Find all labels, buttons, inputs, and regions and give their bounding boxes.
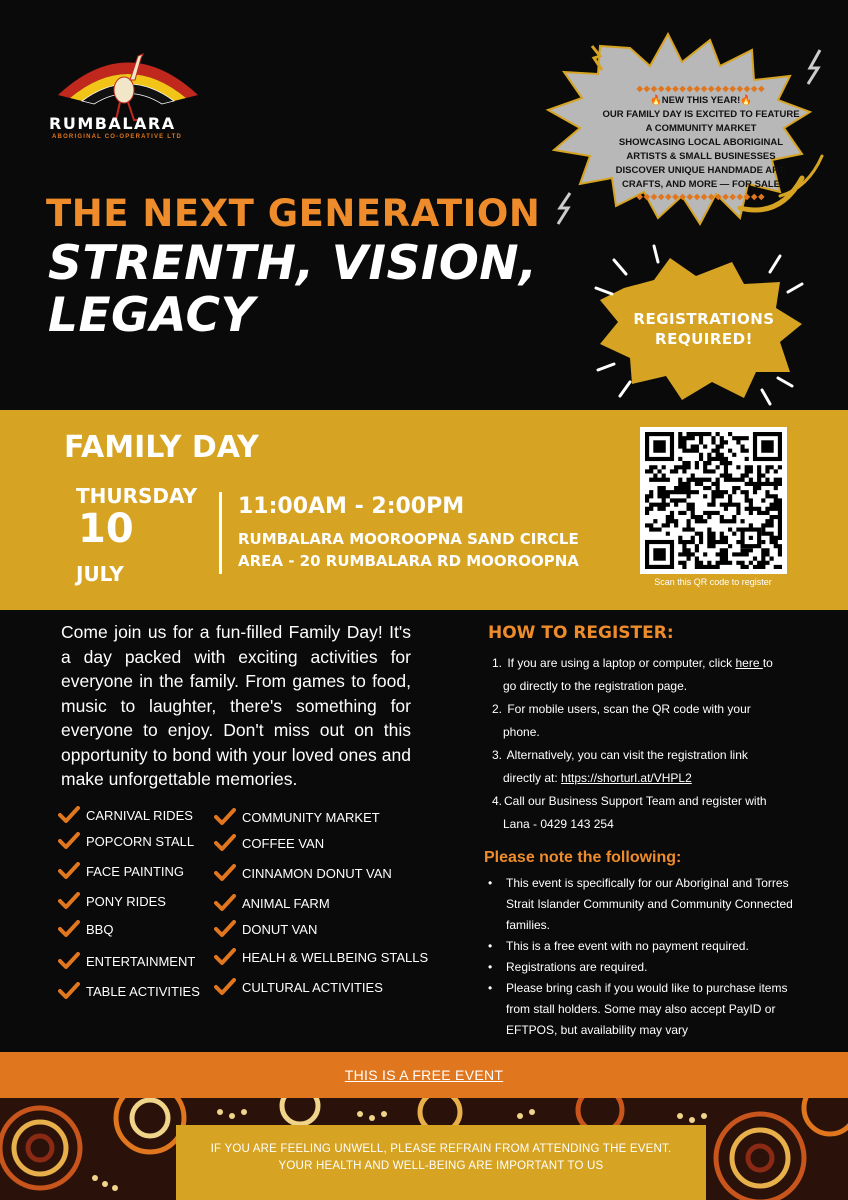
activity-label: CARNIVAL RIDES <box>86 807 193 823</box>
checkmark-icon <box>214 834 236 852</box>
registration-link-here[interactable]: here <box>735 656 763 670</box>
activity-label: PONY RIDES <box>86 893 166 909</box>
health-warning-line2: YOUR HEALTH AND WELL-BEING ARE IMPORTANT TO US <box>278 1160 604 1172</box>
checkmark-icon <box>214 894 236 912</box>
activity-label: DONUT VAN <box>242 921 318 937</box>
step-3: 3. Alternatively, you can visit the registration link directly at: https://shorturl.at/VHPL2 <box>492 748 748 785</box>
notes-heading: Please note the following: <box>484 849 682 866</box>
notes-list <box>488 873 793 1041</box>
activity-item <box>214 920 317 938</box>
event-day: 10 <box>78 506 134 552</box>
note-item: • Registrations are required. <box>488 960 648 974</box>
activity-label: POPCORN STALL <box>86 833 195 849</box>
health-warning <box>176 1125 706 1200</box>
activity-item <box>214 808 380 826</box>
event-title: FAMILY DAY <box>64 430 259 465</box>
activity-label: TABLE ACTIVITIES <box>86 983 200 999</box>
checkmark-icon <box>214 978 236 996</box>
qr-caption: Scan this QR code to register <box>654 577 772 587</box>
activity-label: CULTURAL ACTIVITIES <box>242 979 383 995</box>
activity-label: CINNAMON DONUT VAN <box>242 865 392 881</box>
activity-item <box>214 894 330 912</box>
checkmark-icon <box>58 982 80 1000</box>
activity-item <box>58 892 166 910</box>
activity-item <box>214 948 428 966</box>
qr-code-icon <box>645 432 782 569</box>
activity-item <box>58 982 200 1000</box>
page-title: THE NEXT GENERATION <box>46 192 541 235</box>
diamond-divider: ◆◆◆◆◆◆◆◆◆◆◆◆◆◆◆◆◆◆ <box>636 84 766 93</box>
activity-label: ANIMAL FARM <box>242 895 330 911</box>
event-weekday: THURSDAY <box>76 484 198 508</box>
checkmark-icon <box>58 952 80 970</box>
checkmark-icon <box>58 892 80 910</box>
free-event-text: THIS IS A FREE EVENT <box>344 1067 504 1083</box>
activity-item <box>58 806 193 824</box>
step-1: 1. If you are using a laptop or computer, click here to go directly to the registration page. <box>492 656 773 693</box>
checkmark-icon <box>214 808 236 826</box>
event-month: JULY <box>76 562 124 586</box>
event-location: RUMBALARA MOOROOPNA SAND CIRCLE AREA - 20 RUMBALARA RD MOOROOPNA <box>238 530 579 570</box>
activity-item <box>214 864 392 882</box>
registration-short-url[interactable]: https://shorturl.at/VHPL2 <box>561 771 692 785</box>
activity-label: BBQ <box>86 921 114 937</box>
activity-item <box>214 834 324 852</box>
header-section <box>0 0 848 410</box>
registration-qr-code[interactable] <box>640 427 787 574</box>
activity-item <box>58 920 113 938</box>
activity-item <box>58 862 184 880</box>
note-item: • This event is specifically for our Aboriginal and Torres Strait Islander Community and Community Connected families. <box>488 876 793 932</box>
activity-label: ENTERTAINMENT <box>86 953 196 969</box>
checkmark-icon <box>58 806 80 824</box>
note-item: • This is a free event with no payment required. <box>488 939 749 953</box>
how-to-register-heading: HOW TO REGISTER: <box>488 623 674 643</box>
checkmark-icon <box>214 920 236 938</box>
activity-item <box>58 952 195 970</box>
checkmark-icon <box>58 862 80 880</box>
new-market-text: ◆◆◆◆◆◆◆◆◆◆◆◆◆◆◆◆◆◆ 🔥NEW THIS YEAR!🔥 OUR FAMILY DAY IS EXCITED TO FEATURE A COMMUNITY MARKET SHOWCASING LOCAL ABORIGINAL ARTISTS & SMALL BUSINESSES DISCOVER UNIQUE HANDMADE ART, CRAFTS, AND MORE — FOR SALE ◆◆◆◆◆◆◆◆◆◆◆◆◆◆◆◆◆◆ <box>594 84 808 202</box>
checkmark-icon <box>214 864 236 882</box>
diamond-divider: ◆◆◆◆◆◆◆◆◆◆◆◆◆◆◆◆◆◆ <box>636 192 766 201</box>
activity-label: COFFEE VAN <box>242 835 325 851</box>
intro-text: Come join us for a fun-filled Family Day! It's a day packed with exciting activities for everyone in the family. From games to food, music to laughter, there's something for everyone to enjoy. Don't miss out on this opportunity to bond with your loved ones and make unforgettable memories. <box>61 622 411 789</box>
free-event-banner <box>0 1052 848 1098</box>
checkmark-icon <box>58 832 80 850</box>
step-2: 2. For mobile users, scan the QR code with your phone. <box>492 702 751 739</box>
logo-name: RUMBALARA <box>49 114 176 133</box>
activity-label: HEALH & WELLBEING STALLS <box>242 949 429 965</box>
activity-item <box>214 978 383 996</box>
health-warning-line1: IF YOU ARE FEELING UNWELL, PLEASE REFRAIN FROM ATTENDING THE EVENT. <box>210 1143 672 1155</box>
registration-steps <box>492 652 792 836</box>
tagline: STRENTH, VISION, LEGACY <box>48 236 538 343</box>
event-time: 11:00AM - 2:00PM <box>238 494 465 519</box>
checkmark-icon <box>58 920 80 938</box>
registration-required: REGISTRATIONS REQUIRED! <box>633 310 775 348</box>
divider <box>219 492 222 574</box>
activity-label: FACE PAINTING <box>86 863 184 879</box>
logo-subtitle: ABORIGINAL CO-OPERATIVE LTD <box>52 134 183 140</box>
checkmark-icon <box>214 948 236 966</box>
activity-item <box>58 832 194 850</box>
step-4: 4. Call our Business Support Team and register with Lana - 0429 143 254 <box>492 794 767 831</box>
note-item: • Please bring cash if you would like to purchase items from stall holders. Some may also accept PayID or EFTPOS, but availability may vary <box>488 981 788 1037</box>
activity-label: COMMUNITY MARKET <box>242 809 380 825</box>
